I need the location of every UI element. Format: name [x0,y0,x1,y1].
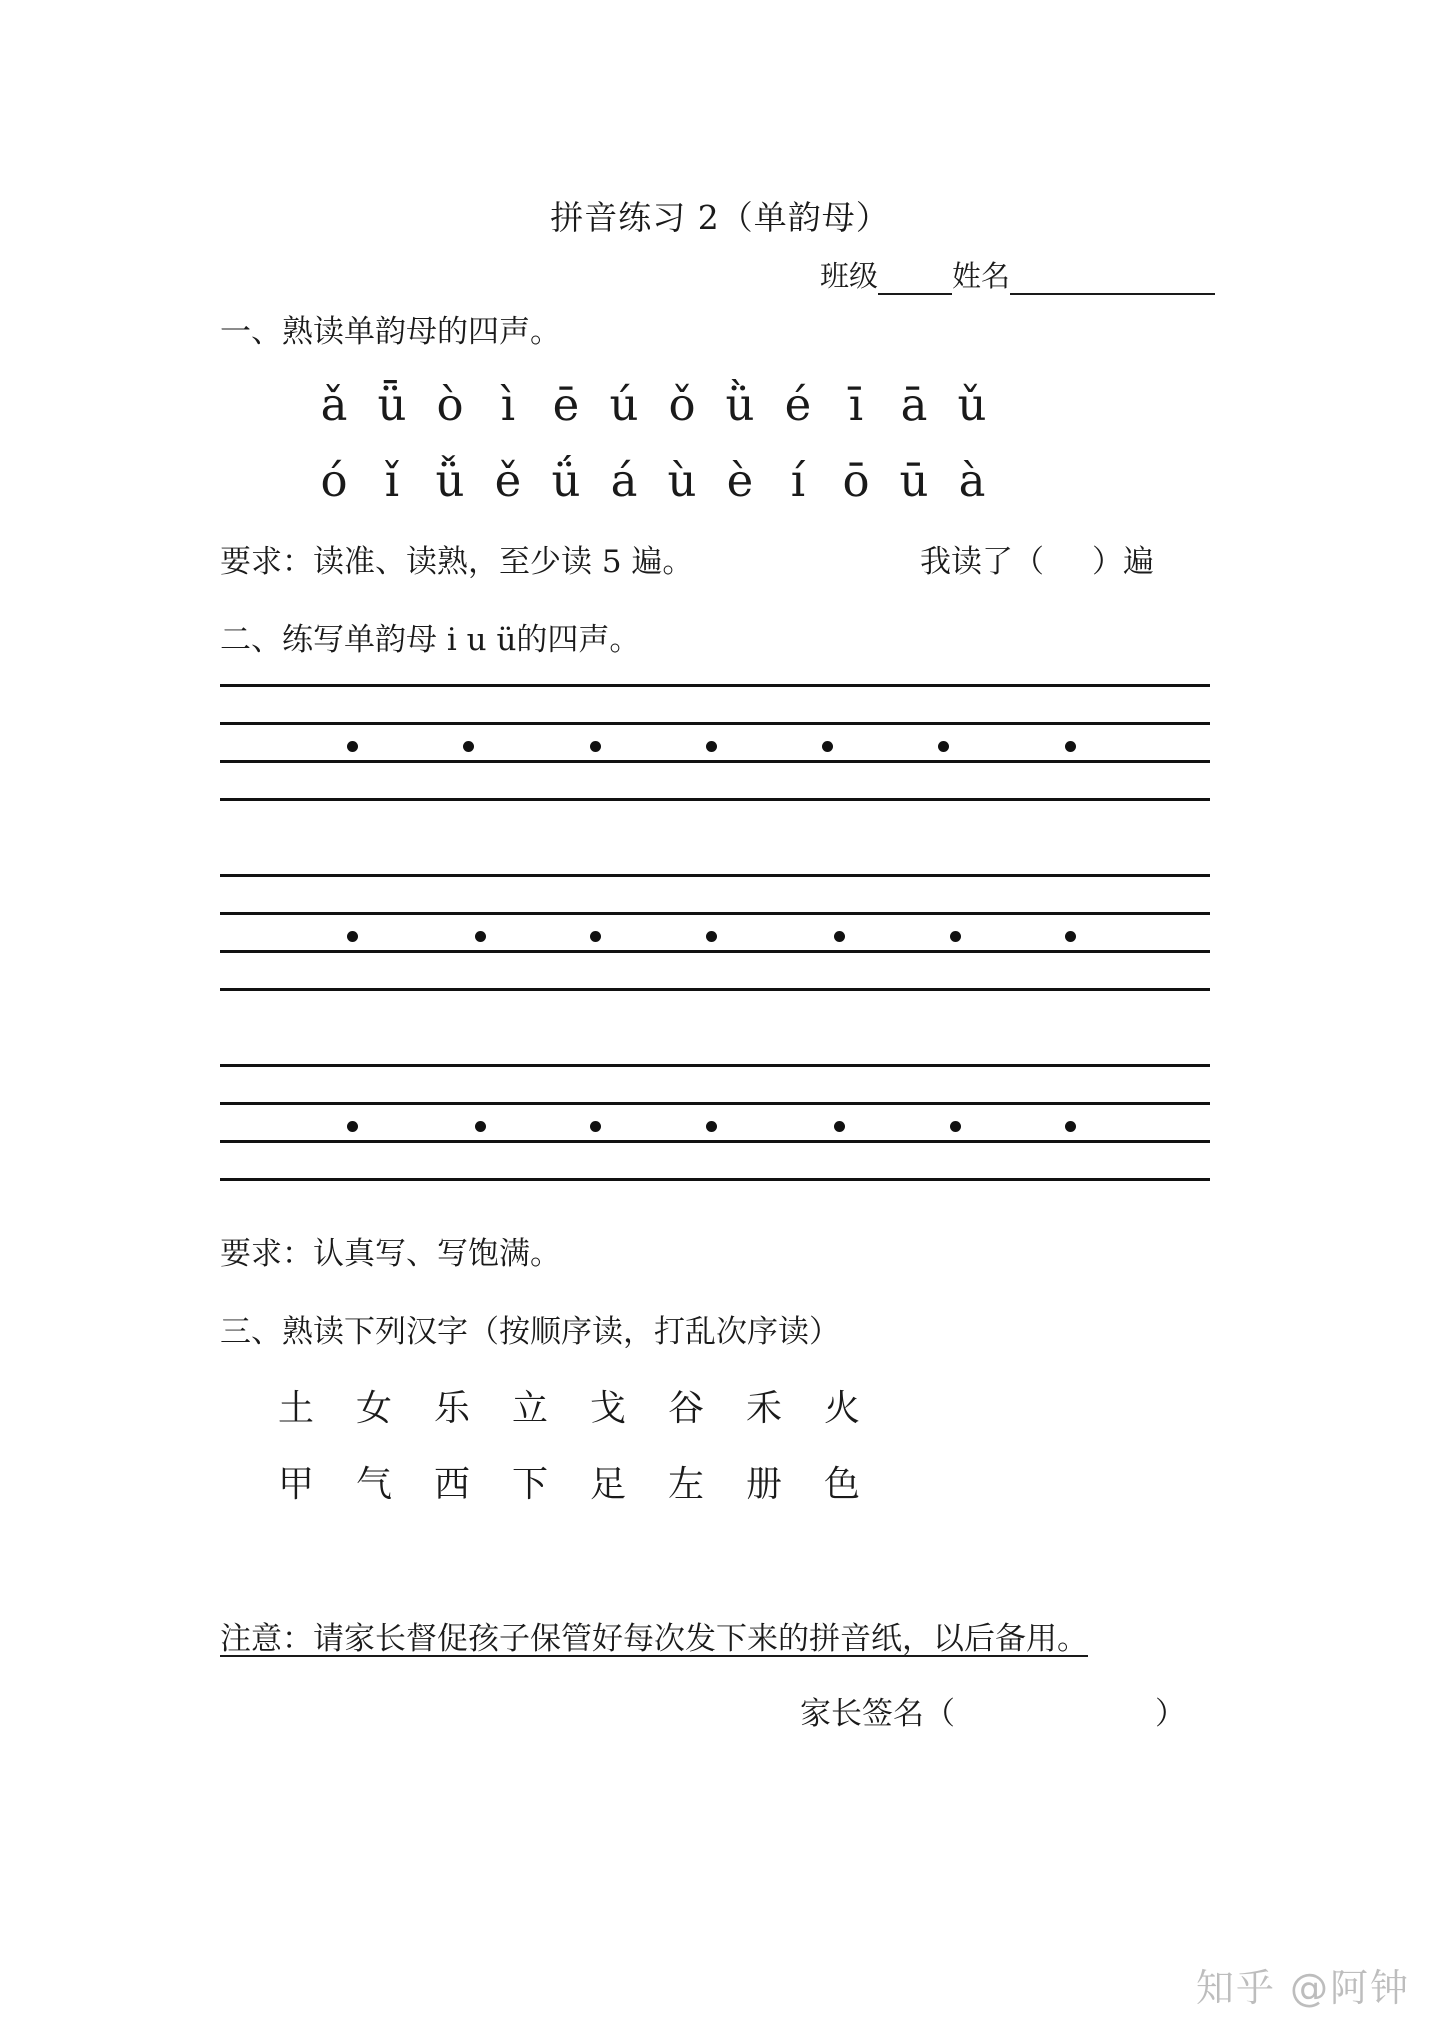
pinyin-item: ó [320,454,348,507]
hanzi-item: 禾 [746,1388,783,1429]
section1-heading: 一、熟读单韵母的四声。 [220,314,561,350]
dot-marker [938,741,949,752]
class-blank [878,263,952,295]
hanzi-item: 火 [824,1388,861,1429]
writing-line [220,988,1210,991]
name-label: 姓名 [952,259,1011,293]
pinyin-item: è [726,454,754,507]
class-name-line [820,254,1215,295]
hanzi-item: 左 [668,1464,705,1505]
writing-line [220,760,1210,763]
section3-heading: 三、熟读下列汉字（按顺序读，打乱次序读） [220,1314,840,1350]
pinyin-item: à [958,454,986,507]
pinyin-row-1 [305,378,1001,431]
writing-line [220,1140,1210,1143]
pinyin-item: ò [436,378,464,431]
count-prefix: 我读了（ [920,544,1044,580]
dot-marker [475,931,486,942]
dot-marker [834,931,845,942]
class-label: 班级 [820,259,879,293]
pinyin-item: ǔ [957,378,987,431]
dot-marker [463,741,474,752]
hanzi-item: 气 [356,1464,393,1505]
pinyin-item: ū [899,454,929,507]
pinyin-item: ě [494,454,522,507]
writing-requirement: 要求：认真写、写饱满。 [220,1236,561,1272]
pinyin-item: á [610,454,638,507]
dot-marker [1065,741,1076,752]
hanzi-item: 足 [590,1464,627,1505]
hanzi-item: 下 [512,1464,549,1505]
hanzi-item: 戈 [590,1388,627,1429]
writing-line [220,1064,1210,1067]
pinyin-item: ō [842,454,870,507]
pinyin-item: ǒ [668,378,696,431]
sign-suffix: ） [1155,1696,1186,1732]
dot-marker [950,1121,961,1132]
dot-marker [706,931,717,942]
hanzi-item: 西 [434,1464,471,1505]
hanzi-item: 甲 [278,1464,315,1505]
pinyin-item: ǚ [435,454,465,507]
reading-requirement: 要求：读准、读熟，至少读 5 遍。 [220,544,694,580]
dot-marker [834,1121,845,1132]
pinyin-item: ǐ [384,454,400,507]
writing-line [220,1102,1210,1105]
pinyin-item: ǎ [320,378,348,431]
dot-marker [347,1121,358,1132]
pinyin-item: é [784,378,812,431]
dot-marker [1065,931,1076,942]
hanzi-item: 谷 [668,1388,705,1429]
sign-prefix: 家长签名（ [800,1696,955,1732]
writing-line [220,684,1210,687]
parent-note: 注意：请家长督促孩子保管好每次发下来的拼音纸，以后备用。 [220,1621,1088,1657]
hanzi-item: 女 [356,1388,393,1429]
dot-marker [950,931,961,942]
dot-marker [590,1121,601,1132]
dot-marker [1065,1121,1076,1132]
dot-marker [347,741,358,752]
dot-marker [590,931,601,942]
page-title: 拼音练习 2（单韵母） [550,198,890,237]
reading-count [920,536,1154,581]
writing-line [220,950,1210,953]
hanzi-item: 土 [278,1388,315,1429]
pinyin-item: ì [500,378,516,431]
hanzi-item: 立 [512,1388,549,1429]
watermark: 知乎 @阿钟 [1195,1966,1410,2010]
writing-line [220,874,1210,877]
hanzi-row-1 [278,1380,902,1431]
writing-line [220,912,1210,915]
writing-line [220,1178,1210,1181]
writing-line [220,798,1210,801]
hanzi-row-2 [278,1456,902,1507]
dot-marker [706,1121,717,1132]
pinyin-item: í [790,454,806,507]
pinyin-row-2 [305,454,1001,507]
pinyin-item: ù [667,454,697,507]
pinyin-item: ǘ [551,454,581,507]
hanzi-item: 乐 [434,1388,471,1429]
pinyin-item: ǖ [377,378,407,431]
pinyin-item: ī [848,378,864,431]
dot-marker [590,741,601,752]
parent-signature [800,1688,1186,1733]
dot-marker [347,931,358,942]
pinyin-item: ǜ [725,378,755,431]
section2-heading: 二、练写单韵母 i u ü的四声。 [220,622,641,658]
count-suffix: ）遍 [1092,544,1154,580]
hanzi-item: 色 [824,1464,861,1505]
hanzi-item: 册 [746,1464,783,1505]
dot-marker [822,741,833,752]
dot-marker [706,741,717,752]
writing-line [220,722,1210,725]
pinyin-item: ē [552,378,580,431]
pinyin-item: ā [900,378,928,431]
name-blank [1010,263,1215,295]
pinyin-item: ú [609,378,639,431]
dot-marker [475,1121,486,1132]
